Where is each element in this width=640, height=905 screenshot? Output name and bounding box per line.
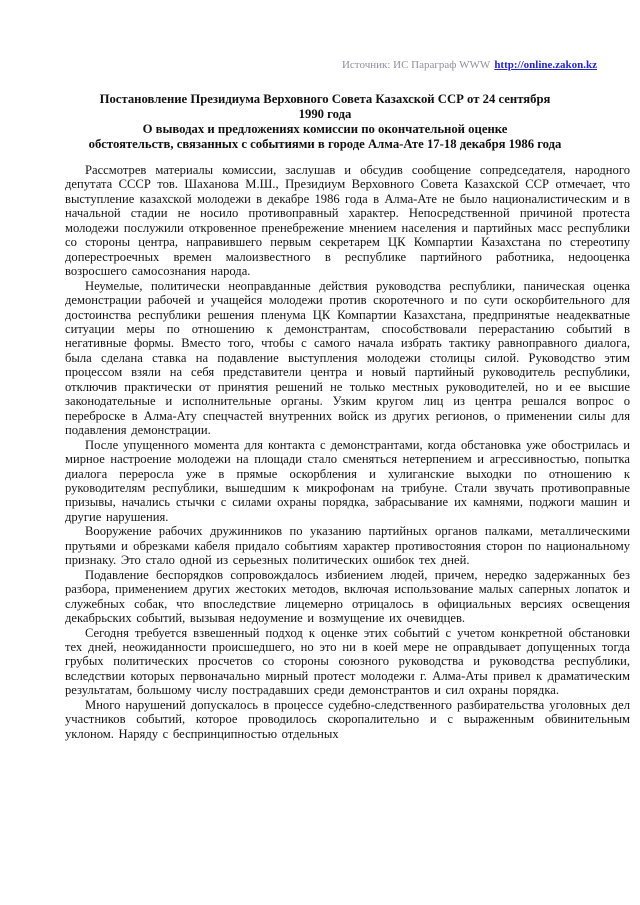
- document-title-line: Постановление Президиума Верховного Совета Казахской ССР от 24 сентября: [99, 92, 551, 106]
- document-body: [65, 163, 630, 741]
- document-title-line: 1990 года: [298, 107, 352, 121]
- body-paragraph: Сегодня требуется взвешенный подход к оценке этих событий с учетом конкретной обстановки тех дней, неожиданности происшедшего, но это ни в коей мере не оправдывает допущенных тогда грубых политических просчетов со стороны союзного руководства и руководства республики, вследствии которых первоначально мирный протест молодежи г. Алма-Аты привел к драматическим результатам, большому числу пострадавших среди демонстрантов и сил охраны порядка.: [65, 625, 630, 698]
- body-paragraph: Вооружение рабочих дружинников по указанию партийных органов палками, металлическими прутьями и обрезками кабеля придало событиям характер противостояния сторон по национальному признаку. Это стало одной из серьезных политических ошибок тех дней.: [65, 524, 630, 568]
- document-title: [65, 92, 630, 152]
- body-paragraph: Неумелые, политически неоправданные действия руководства республики, паническая оценка демонстрации рабочей и учащейся молодежи против скоротечного и по сути оскорбительного для достоинства республики решения пленума ЦК Компартии Казахстана, предпринятые неадекватные ситуации меры по отношению к демонстрантам, способствовали перерастанию событий в негативные формы. Вместо того, чтобы с самого начала избрать тактику равноправного диалога, была сделана ставка на подавление выступления молодежи столицы силой. Руководство этим процессом взяли на себя представители центра и новый партийный руководитель республики, отключив практически от принятия решений не только местных руководителей, но и ее высшие законодательные и исполнительные органы. Узким кругом лиц из центра решался вопрос о переброске в Алма-Ату спецчастей внутренних войск из других регионов, о применении силы для подавления демонстрации.: [65, 278, 630, 438]
- source-label: Источник: ИС Параграф WWW: [341, 59, 491, 71]
- body-paragraph: Рассмотрев материалы комиссии, заслушав и обсудив сообщение сопредседателя, народного депутата СССР тов. Шаханова М.Ш., Президиум Верховного Совета Казахской ССР отмечает, что выступление казахской молодежи в декабре 1986 года в Алма-Ате не было националистическим и в начальной стадии не носило противоправный характер. Непосредственной причиной протеста молодежи послужили откровенное пренебрежение мнением населения и партийных масс республики со стороны центра, направившего первым секретарем ЦК Компартии Казахстана по стереотипу доперестроечных времен малоизвестного в республике партийного работника, недооценка возросшего самосознания народа.: [65, 163, 630, 279]
- body-paragraph: Много нарушений допускалось в процессе судебно-следственного разбирательства уголовных дел участников событий, которое проводилось скоропалительно и с выраженным обвинительным уклоном. Наряду с беспринципностью отдельных: [65, 697, 630, 741]
- source-line: [65, 58, 630, 72]
- document-title-line: О выводах и предложениях комиссии по окончательной оценке: [142, 122, 508, 136]
- source-link[interactable]: http://online.zakon.kz: [494, 59, 597, 71]
- document-title-line: обстоятельств, связанных с событиями в городе Алма-Ате 17-18 декабря 1986 года: [88, 137, 562, 151]
- body-paragraph: После упущенного момента для контакта с демонстрантами, когда обстановка уже обострилась и мирное настроение молодежи на площади стало сменяться нетерпением и агрессивностью, попытка диалога переросла уже в прямые оскорбления и хулиганские выходки по отношению к руководителям республики, вышедшим к микрофонам на трибуне. Стали звучать противоправные призывы, начались стычки с силами охраны порядка, забрасывание их камнями, поджоги машин и другие нарушения.: [65, 437, 630, 524]
- body-paragraph: Подавление беспорядков сопровождалось избиением людей, причем, нередко задержанных без разбора, применением других жестоких методов, включая использование малых саперных лопаток и служебных собак, что впоследствие лицемерно отрицалось в официальных версиях освещения декабрьских событий, вызывая недоумение и возмущение их очевидцев.: [65, 567, 630, 626]
